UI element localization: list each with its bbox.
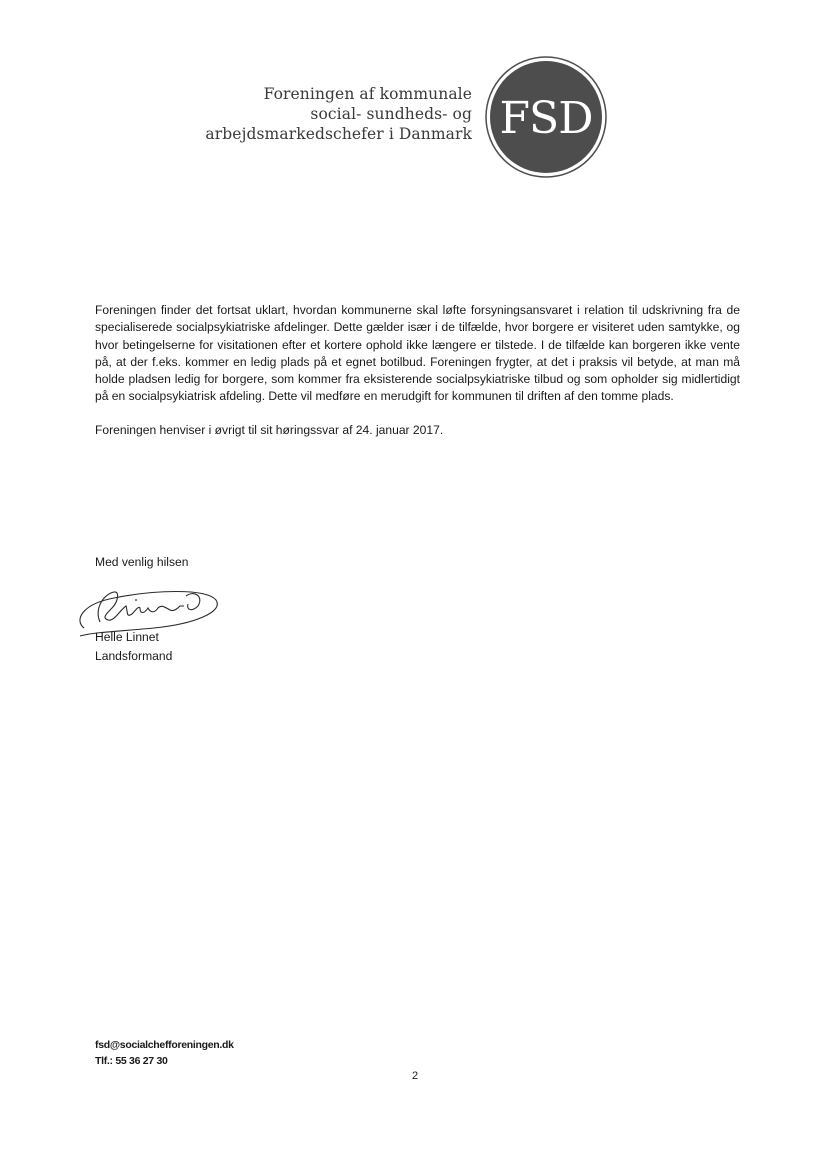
organization-name — [205, 84, 472, 144]
org-name-line-1: Foreningen af kommunale — [263, 85, 472, 103]
signer-title: Landsformand — [95, 649, 173, 663]
footer-phone: Tlf.: 55 36 27 30 — [95, 1055, 168, 1067]
org-name-line-2: social- sundheds- og — [310, 105, 472, 123]
letter-body — [95, 302, 740, 439]
signer-block — [95, 628, 172, 666]
org-name-line-3: arbejdsmarkedschefer i Danmark — [205, 125, 472, 143]
fsd-logo-text: FSD — [499, 93, 593, 144]
body-paragraph-2: Foreningen henviser i øvrigt til sit høringssvar af 24. januar 2017. — [95, 422, 444, 437]
footer-email: fsd@socialchefforeningen.dk — [95, 1039, 234, 1051]
signer-name: Helle Linnet — [95, 630, 159, 644]
fsd-logo — [485, 56, 607, 178]
closing-greeting: Med venlig hilsen — [95, 555, 189, 569]
footer-contact — [95, 1037, 234, 1069]
body-paragraph-1: Foreningen finder det fortsat uklart, hvordan kommunerne skal løfte forsyningsansvaret i relation til udskrivning fra de specialiserede socialpsykiatriske afdelinger. Dette gælder især i de tilfælde, hvor borgere er visiteret uden samtykke, og hvor betingelserne for visitationen efter et kortere ophold ikke længere er tilstede. I de tilfælde kan borgeren ikke vente på, at der f.eks. kommer en ledig plads på et egnet botilbud. Foreningen frygter, at det i praksis vil betyde, at man må holde pladsen ledig for borgere, som kommer fra eksisterende socialpsykiatriske tilbud og som opholder sig midlertidigt på en socialpsykiatrisk afdeling. Dette vil medføre en merudgift for kommunen til driften af den tomme plads. — [95, 303, 740, 404]
page-number: 2 — [412, 1070, 419, 1082]
